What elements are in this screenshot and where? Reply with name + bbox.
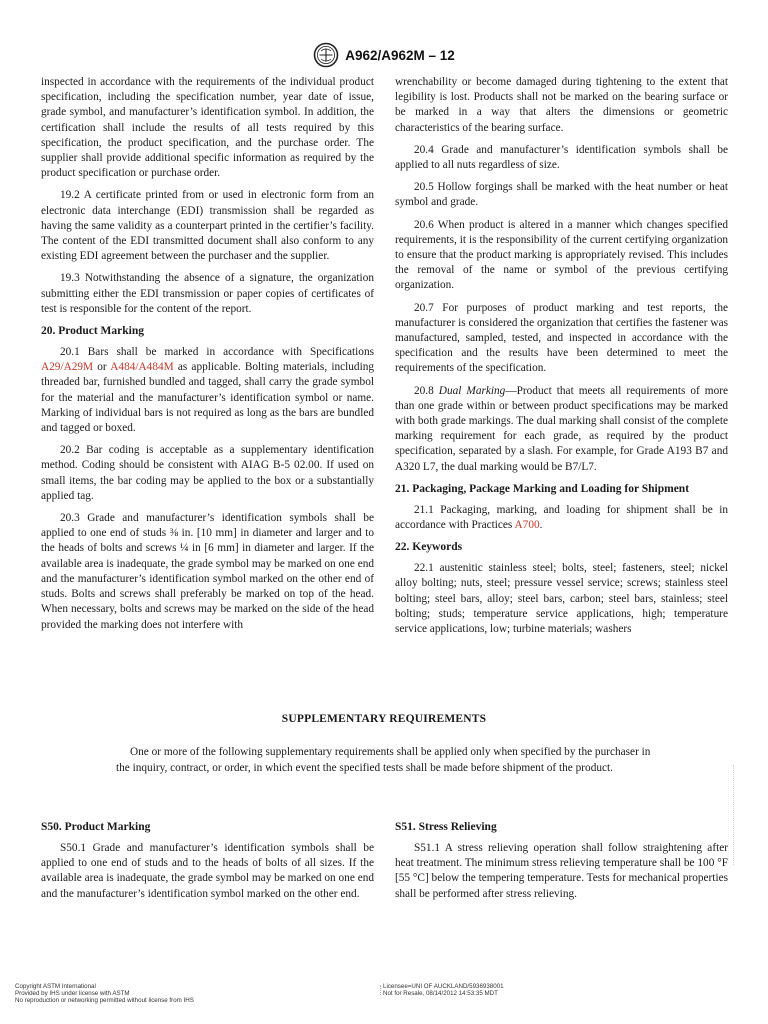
footer-provider-line: Provided by IHS under license with ASTM [15,990,130,998]
left-column [41,75,374,640]
footer-copyright [15,983,194,1005]
paragraph-20-4: 20.4 Grade and manufacturer’s identification symbols shall be applied to all nuts regardless of size. [395,143,728,172]
paragraph-20-7: 20.7 For purposes of product marking and test reports, the manufacturer is considered the organization that certifies the fastener was manufactured, sampled, tested, and inspected in accordance with the specification and the results have been determined to meet the requirements of the specification. [395,301,728,375]
s51-heading: S51. Stress Relieving [395,821,497,833]
footer-divider-tick [380,985,382,995]
astm-logo-icon [313,42,339,68]
footer-resale-line: Not for Resale, 08/14/2012 14:53:35 MDT [383,990,498,998]
paragraph-21-1-text-b: . [539,519,543,532]
s50-section [41,820,374,902]
paragraph-20-1-or: or [97,361,107,374]
paragraph-20-8 [395,384,728,475]
paragraph-19-3: 19.3 Notwithstanding the absence of a signature, the organization submitting either the EDI transmission or paper copies of certificates of test is responsible for the content of the report. [41,272,374,315]
document-title: A962/A962M – 12 [345,47,455,63]
margin-tick-marks [733,765,740,865]
paragraph-20-8-number: 20.8 [414,384,434,397]
paragraph-20-1 [41,345,374,436]
paragraph-20-8-text: —Product that meets all requirements of more than one grade within or between product specifications may be marked with both grade markings. The dual marking shall consist of the complete marking requirement for each grade, as required by the product specification, separated by a slash. For example, for Grade A193 B7 and A320 L7, the dual marking would be B7/L7. [395,384,728,473]
paragraph-22-1: 22.1 austenitic stainless steel; bolts, steel; fasteners, steel; nickel alloy bolting; nuts, steel; pressure vessel service; screws; stainless steel bolting; steel bars, alloy; steel bars, carbon; steel bars, stainless; steel bolting; studs; temperature service applications, high; temperature service applications, low; turbine materials; washers [395,562,728,636]
paragraph-20-1-text-b: as applicable. Bolting materials, including threaded bar, furnished bundled and tagged, shall carry the grade symbol for the material and the manufacturer’s identification symbol or name. Marking of individual bars is not required as long as the bars are bundled and tagged or boxed. [41,361,375,435]
paragraph-20-1-text-a: 20.1 Bars shall be marked in accordance with Specifications [60,346,374,359]
dual-marking-term: Dual Marking [438,384,506,397]
section-22-heading: 22. Keywords [395,541,463,554]
paragraph-20-6: 20.6 When product is altered in a manner which changes specified requirements, it is the responsibility of the current certifying organization to ensure that the product marking is appropriately revised. This includes the removal of the name or symbol of the previous certifying organization. [395,218,728,292]
supplementary-requirements-title: SUPPLEMENTARY REQUIREMENTS [281,713,487,725]
paragraph-21-1 [395,503,728,533]
reference-link-a700[interactable]: A700 [514,519,540,532]
footer-copyright-line: Copyright ASTM International [15,983,96,990]
paragraph-19-1-continued: inspected in accordance with the requirements of the individual product specification, including the specification number, year date of issue, grade symbol, and manufacturer’s identification symbol. In addition, the certification shall include the results of all tests required by this specification, the product specification, and the purchase order. The supplier shall provide additional specific information as required by the product specification or purchase order. [41,76,374,180]
right-column [395,75,728,644]
footer-license [383,983,504,997]
s51-1-paragraph: S51.1 A stress relieving operation shall follow straightening after heat treatment. The minimum stress relieving temperature shall be 100 °F [55 °C] below the tempering temperature. Tests for mechanical properties shall be performed after stress relieving. [395,842,728,900]
section-20-heading: 20. Product Marking [41,325,144,338]
supplementary-intro-text: One or more of the following supplementary requirements shall be applied only when specified by the purchaser in the inquiry, contract, or order, in which event the specified tests shall be made before shipment of the product. [116,746,651,774]
s51-section [395,820,728,902]
reference-link-a29[interactable]: A29/A29M [41,361,94,374]
paragraph-20-3: 20.3 Grade and manufacturer’s identification symbols shall be applied to one end of studs ⅜ in. [10 mm] in diameter and larger and to the heads of bolts and screws ¼ in [6 mm] in diameter and larger. If the available area is inadequate, the grade symbol may be marked on one end and the manufacturer’s identification symbol marked on the other end of studs. Bolts and screws shall preferably be marked on top of the head. When necessary, bolts and screws may be marked on the side of the head provided the marking does not interfere with [41,512,374,631]
paragraph-20-3-continued: wrenchability or become damaged during tightening to the extent that legibility is lost. Products shall not be marked on the bearing surface or be marked in a way that alters the dimensions or geometric characteristics of the bearing surface. [395,76,728,134]
s50-1-paragraph: S50.1 Grade and manufacturer’s identification symbols shall be applied to one end of studs and to the heads of bolts of all sizes. If the available area is inadequate, the grade symbol may be marked on one end and the manufacturer’s identification symbol marked on the other end. [41,842,374,900]
paragraph-21-1-text-a: 21.1 Packaging, marking, and loading for shipment shall be in accordance with Practices [395,503,728,532]
footer-reproduction-line: No reproduction or networking permitted without license from IHS [15,997,194,1005]
reference-link-a484[interactable]: A484/A484M [110,361,174,374]
paragraph-20-5: 20.5 Hollow forgings shall be marked with the heat number or heat symbol and grade. [395,181,728,209]
s50-heading: S50. Product Marking [41,821,151,833]
footer-licensee-line: Licensee=UNI OF AUCKLAND/5936938001 [383,983,504,990]
paragraph-20-2: 20.2 Bar coding is acceptable as a supplementary identification method. Coding should be consistent with AIAG B-5 02.00. If used on small items, the bar coding may be applied to the box or a substantially applied tag. [41,444,374,502]
paragraph-19-2: 19.2 A certificate printed from or used in electronic form from an electronic data interchange (EDI) transmission shall be regarded as having the same validity as a counterpart printed in the certifier’s facility. The content of the EDI transmitted document shall also conform to any existing EDI agreement between the purchaser and the supplier. [41,189,374,263]
page-header [0,40,768,70]
supplementary-intro [116,745,652,776]
section-21-heading: 21. Packaging, Package Marking and Loading for Shipment [395,482,690,495]
